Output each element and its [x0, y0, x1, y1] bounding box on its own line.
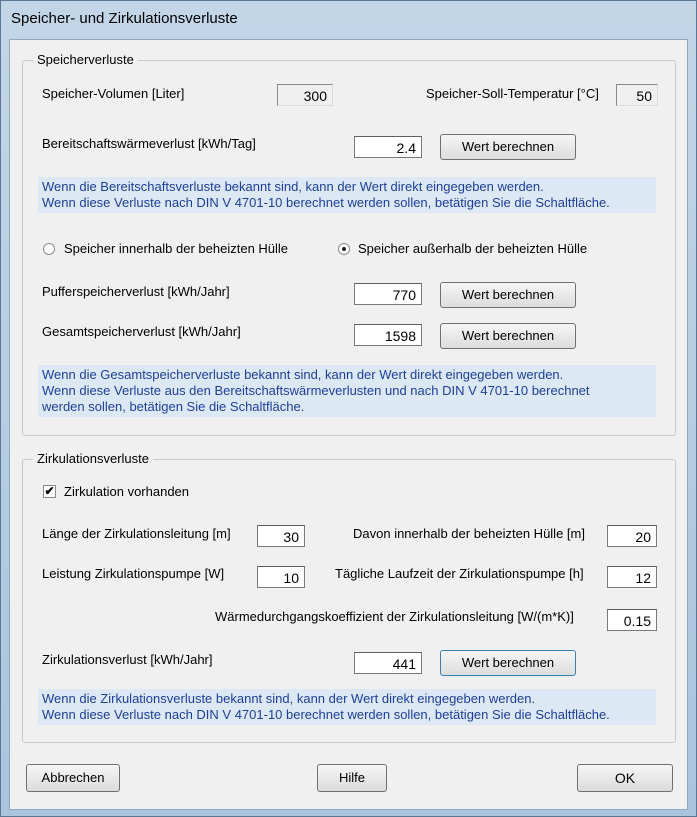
zirkulation-checkbox[interactable]: ✔ — [44, 484, 55, 498]
leistung-label: Leistung Zirkulationspumpe [W] — [42, 566, 225, 581]
info-bereitschaft-line1: Wenn die Bereitschaftsverluste bekannt sind, kann der Wert direkt eingegeben werden. — [42, 179, 544, 194]
calc-gesamt-button[interactable]: Wert berechnen — [440, 323, 576, 349]
laenge-input[interactable]: 30 — [257, 525, 305, 547]
dialog-client — [9, 39, 688, 810]
calc-bereitschaft-button[interactable]: Wert berechnen — [440, 134, 576, 160]
davon-input[interactable]: 20 — [607, 525, 657, 547]
help-button[interactable]: Hilfe — [317, 764, 387, 792]
radio-ausserhalb-label[interactable]: Speicher außerhalb der beheizten Hülle — [358, 241, 588, 256]
verlust-input[interactable]: 441 — [354, 652, 422, 674]
volumen-field: 300 — [277, 84, 333, 106]
info-gesamt-line3: werden sollen, betätigen Sie die Schaltfläche. — [42, 399, 305, 414]
volumen-label: Speicher-Volumen [Liter] — [42, 86, 185, 101]
puffer-label: Pufferspeicherverlust [kWh/Jahr] — [42, 284, 230, 299]
ok-button[interactable]: OK — [577, 764, 673, 792]
zirkulation-checkbox-label[interactable]: Zirkulation vorhanden — [64, 484, 190, 499]
puffer-input[interactable]: 770 — [354, 283, 422, 305]
cancel-button[interactable]: Abbrechen — [26, 764, 120, 792]
laufzeit-input[interactable]: 12 — [607, 566, 657, 588]
info-bereitschaft-line2: Wenn diese Verluste nach DIN V 4701-10 berechnet werden sollen, betätigen Sie die Schaltfläche. — [42, 195, 610, 210]
solltemp-field: 50 — [616, 84, 658, 106]
gesamt-input[interactable]: 1598 — [354, 324, 422, 346]
group-legend-speicher: Speicherverluste — [33, 52, 138, 67]
info-bereitschaft — [38, 177, 656, 213]
info-zirkulation-line1: Wenn die Zirkulationsverluste bekannt sind, kann der Wert direkt eingegeben werden. — [42, 691, 536, 706]
info-zirkulation — [38, 689, 656, 725]
info-gesamt-line1: Wenn die Gesamtspeicherverluste bekannt sind, kann der Wert direkt eingegeben werden. — [42, 367, 564, 382]
koeff-label: Wärmedurchgangskoeffizient der Zirkulationsleitung [W/(m*K)] — [215, 609, 574, 624]
gesamt-label: Gesamtspeicherverlust [kWh/Jahr] — [42, 324, 241, 339]
radio-ausserhalb[interactable] — [338, 243, 350, 255]
verlust-label: Zirkulationsverlust [kWh/Jahr] — [42, 652, 213, 667]
laenge-label: Länge der Zirkulationsleitung [m] — [42, 526, 231, 541]
solltemp-label: Speicher-Soll-Temperatur [°C] — [426, 86, 599, 101]
leistung-input[interactable]: 10 — [257, 566, 305, 588]
group-legend-zirkulation: Zirkulationsverluste — [33, 451, 153, 466]
radio-innerhalb-label[interactable]: Speicher innerhalb der beheizten Hülle — [64, 241, 289, 256]
radio-selected-dot — [342, 247, 346, 251]
koeff-input[interactable]: 0.15 — [607, 609, 657, 631]
calc-puffer-button[interactable]: Wert berechnen — [440, 282, 576, 308]
laufzeit-label: Tägliche Laufzeit der Zirkulationspumpe [h] — [335, 566, 584, 581]
window-title: Speicher- und Zirkulationsverluste — [11, 10, 238, 27]
davon-label: Davon innerhalb der beheizten Hülle [m] — [353, 526, 585, 541]
info-gesamt — [38, 365, 656, 417]
info-zirkulation-line2: Wenn diese Verluste nach DIN V 4701-10 berechnet werden sollen, betätigen Sie die Schaltfläche. — [42, 707, 610, 722]
title-bar[interactable] — [1, 1, 696, 39]
calc-zirkulation-button[interactable]: Wert berechnen — [440, 650, 576, 676]
bereitschaft-label: Bereitschaftswärmeverlust [kWh/Tag] — [42, 136, 256, 151]
info-gesamt-line2: Wenn diese Verluste aus den Bereitschaftswärmeverlusten und nach DIN V 4701-10 berechnet — [42, 383, 590, 398]
bereitschaft-input[interactable]: 2.4 — [354, 136, 422, 158]
radio-innerhalb[interactable] — [43, 243, 55, 255]
